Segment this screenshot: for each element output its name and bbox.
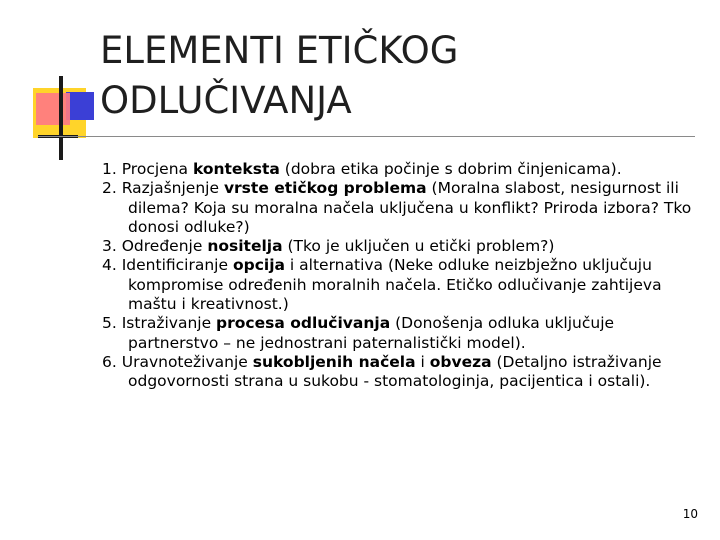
list-item-text: Istraživanje xyxy=(121,314,217,333)
list-item-text: Identificiranje xyxy=(121,256,233,275)
list-item-text: Određenje xyxy=(121,237,208,256)
list-item-keyword: vrste etičkog problema xyxy=(223,179,427,198)
list-item-text: (Detaljno istraživanje odgovornosti strana u sukobu - stomatologinja, pacijentica i ostali). xyxy=(128,352,662,391)
list-item-number: 2. xyxy=(102,179,117,198)
list-item-text: (dobra etika počinje s dobrim činjenicama). xyxy=(279,160,622,178)
list-item-text: i xyxy=(415,352,430,371)
list-item-keyword: nositelja xyxy=(207,237,283,256)
list-item-text: Procjena xyxy=(121,160,193,178)
list-item-number: 6. xyxy=(102,352,117,371)
list-item-text: Razjašnjenje xyxy=(121,179,224,198)
list-item xyxy=(102,353,702,392)
list-item-text: Uravnoteživanje xyxy=(121,352,253,371)
list-item xyxy=(102,256,702,314)
elements-list xyxy=(102,160,702,392)
list-item-text: (Donošenja odluka uključuje partnerstvo – ne jednostrani paternalistički model). xyxy=(128,314,615,352)
list-item-keyword: sukobljenih načela xyxy=(252,352,416,371)
title-underline xyxy=(38,136,695,137)
list-item xyxy=(102,314,702,353)
list-item-keyword: obveza xyxy=(429,352,492,371)
page-number: 10 xyxy=(682,507,698,521)
decor-vertical-line xyxy=(59,76,63,160)
slide-title-line-1: ELEMENTI ETIČKOG xyxy=(100,29,459,72)
list-item-text: i alternativa (Neke odluke neizbježno uključuju kompromise određenih moralnih načela. Etičko odlučivanje zahtijeva maštu i kreativnost.) xyxy=(128,256,662,314)
list-item-number: 5. xyxy=(102,314,117,333)
list-item xyxy=(102,237,702,256)
list-item xyxy=(102,160,702,179)
list-item-number: 4. xyxy=(102,256,117,275)
list-item-keyword: procesa odlučivanja xyxy=(216,314,391,333)
slide-title-line-2: ODLUČIVANJA xyxy=(100,79,352,122)
list-item-text: (Tko je uključen u etički problem?) xyxy=(282,237,555,256)
decor-blue-square xyxy=(66,92,94,120)
slide-title xyxy=(100,26,700,126)
decor-red-square xyxy=(36,93,70,125)
list-item xyxy=(102,179,702,237)
list-item-number: 3. xyxy=(102,237,117,256)
list-item-keyword: konteksta xyxy=(192,160,280,178)
list-item-text: (Moralna slabost, nesigurnost ili dilema? Koja su moralna načela uključena u konflikt? Priroda izbora? Tko donosi odluke?) xyxy=(128,179,692,236)
list-item-number: 1. xyxy=(102,160,117,178)
list-item-keyword: opcija xyxy=(232,256,285,275)
